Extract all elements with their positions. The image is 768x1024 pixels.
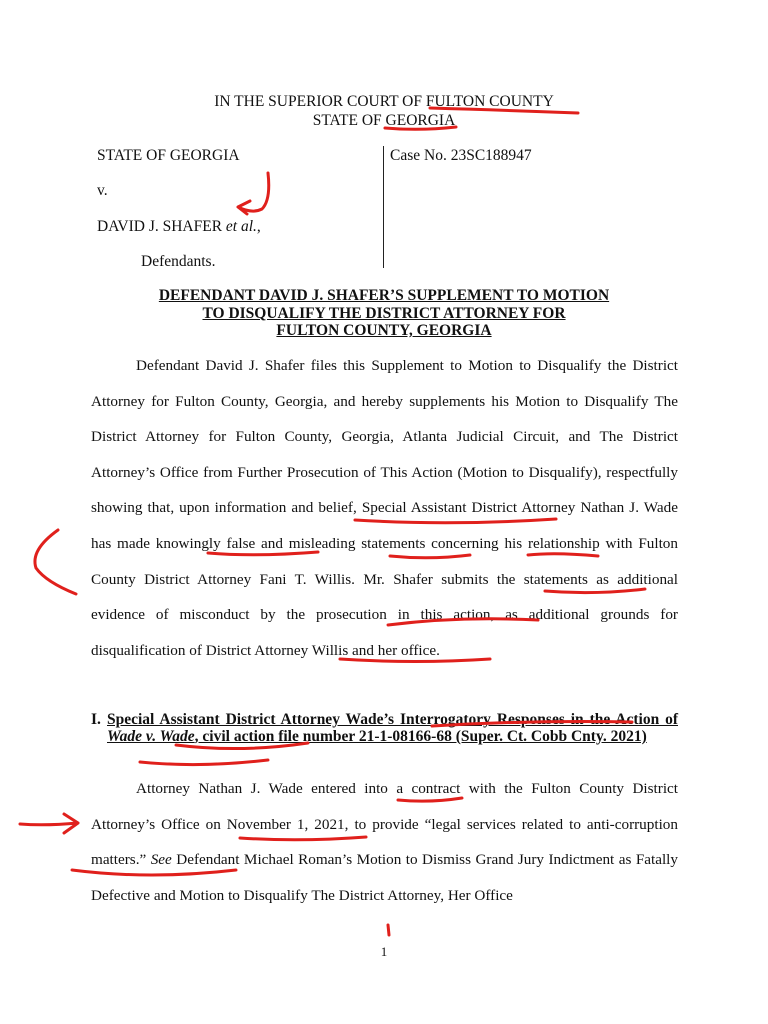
- document-title-line-1: DEFENDANT DAVID J. SHAFER’S SUPPLEMENT TO MOTION: [158, 287, 610, 304]
- arrow-november: [20, 814, 78, 833]
- section-heading-case-name: Wade v. Wade: [107, 728, 195, 745]
- caption-defendant: [97, 217, 261, 236]
- caption-plaintiff: STATE OF GEORGIA: [97, 147, 240, 164]
- arrow-mark-defendant: [238, 173, 269, 214]
- paragraph-2-see: See: [150, 851, 172, 869]
- case-number: Case No. 23SC188947: [390, 147, 532, 164]
- paragraph-1-text: Defendant David J. Shafer files this Supplement to Motion to Disqualify the District Attorney for Fulton County, Georgia, and hereby supplements his Motion to Disqualify The District Attorney for Fulton County, Georgia, Atlanta Judicial Circuit, and The District Attorney’s Office from Further Prosecution of This Action (Motion to Disqualify), respectfully showing that, upon information and belief, Special Assistant District Attorney Nathan J. Wade has made knowingly false and misleading statements concerning his relationship with Fulton County District Attorney Fani T. Willis. Mr. Shafer submits the statements as additional evidence of misconduct by the prosecution in this action, as additional grounds for disqualification of District Attorney Willis and her office.: [91, 357, 678, 659]
- section-heading-1: [91, 711, 678, 745]
- defendant-name: DAVID J. SHAFER: [97, 218, 226, 235]
- paragraph-2-part-1: Attorney Nathan J. Wade entered into a contract with the Fulton County District Attorney’s Office on November 1, 2021, to provide “legal services related to anti-corruption matters.”: [91, 780, 678, 869]
- section-heading-part-1: Special Assistant District Attorney Wade’s Interrogatory Responses in the Action of: [107, 711, 678, 728]
- defendant-comma: ,: [256, 218, 261, 235]
- paragraph-2-part-2: Defendant Michael Roman’s Motion to Dismiss Grand Jury Indictment as Fatally Defective and Motion to Disqualify The District Attorney, Her Office: [91, 851, 678, 904]
- bracket-mark: [35, 530, 76, 594]
- caption-versus: v.: [97, 182, 108, 199]
- caption-divider: [383, 146, 384, 268]
- tick-mark-bottom: [388, 925, 389, 935]
- caption-defendants-label: Defendants.: [141, 253, 216, 270]
- document-title-line-3: FULTON COUNTY, GEORGIA: [276, 322, 492, 339]
- court-state: STATE OF GEORGIA: [312, 112, 456, 129]
- body-paragraph-1: [91, 348, 678, 668]
- section-heading-part-2: , civil action file number 21-1-08166-68 (Super. Ct. Cobb Cnty. 2021): [194, 728, 647, 745]
- court-name: IN THE SUPERIOR COURT OF FULTON COUNTY: [214, 93, 554, 110]
- page-number: 1: [380, 944, 388, 959]
- paragraph-2-text: [91, 771, 678, 913]
- section-heading-text: [107, 711, 678, 745]
- body-paragraph-2: [91, 771, 678, 913]
- underline-cobb-cnty: [140, 760, 268, 765]
- section-number: I.: [91, 711, 101, 728]
- defendant-etal: et al.: [225, 218, 257, 235]
- document-title-line-2: TO DISQUALIFY THE DISTRICT ATTORNEY FOR: [202, 305, 566, 322]
